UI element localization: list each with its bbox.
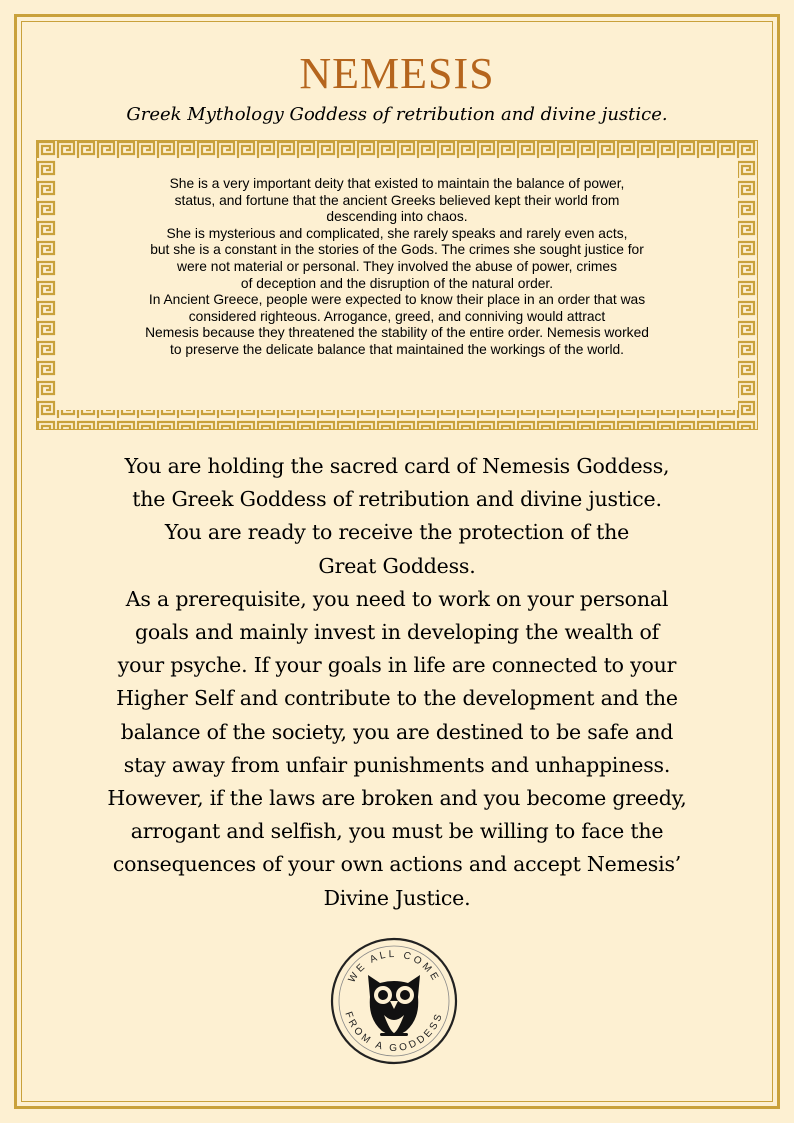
message-line: your psyche. If your goals in life are connected to your	[117, 653, 677, 678]
info-line: to preserve the delicate balance that maintained the workings of the world.	[169, 341, 625, 357]
message-line: the Greek Goddess of retribution and divine justice.	[132, 487, 662, 512]
goddess-logo	[328, 935, 460, 1067]
message-line: You are ready to receive the protection of the	[164, 520, 630, 545]
page-subtitle: Greek Mythology Goddess of retribution and divine justice.	[126, 104, 668, 125]
info-text-block	[72, 176, 722, 359]
info-line: status, and fortune that the ancient Greeks believed kept their world from	[174, 192, 620, 208]
info-line: but she is a constant in the stories of the Gods. The crimes she sought justice for	[150, 242, 644, 258]
info-line: Nemesis because they threatened the stability of the entire order. Nemesis worked	[145, 325, 649, 341]
info-line: In Ancient Greece, people were expected to know their place in an order that was	[148, 292, 646, 308]
info-line: descending into chaos.	[326, 209, 468, 225]
owl-icon	[368, 975, 420, 1036]
info-line: of deception and the disruption of the natural order.	[240, 275, 554, 291]
message-line: arrogant and selfish, you must be willing to face the	[130, 819, 664, 844]
message-line: consequences of your own actions and accept Nemesis’	[112, 852, 682, 877]
message-line: balance of the society, you are destined to be safe and	[120, 719, 674, 744]
message-line: Divine Justice.	[323, 885, 471, 910]
message-line: Higher Self and contribute to the development and the	[116, 686, 678, 711]
page-title: NEMESIS	[299, 49, 495, 98]
info-line: She is mysterious and complicated, she rarely speaks and rarely even acts,	[166, 225, 628, 241]
message-line: Great Goddess.	[318, 553, 476, 578]
info-line: She is a very important deity that existed to maintain the balance of power,	[169, 176, 625, 191]
info-line: considered righteous. Arrogance, greed, and conniving would attract	[188, 308, 606, 324]
message-line: You are holding the sacred card of Nemesis Goddess,	[124, 454, 670, 478]
message-line: goals and mainly invest in developing the wealth of	[134, 620, 660, 645]
message-line: As a prerequisite, you need to work on your personal	[125, 586, 669, 611]
logo-top-text: WE ALL COME	[346, 948, 442, 985]
info-line: were not material or personal. They involved the abuse of power, crimes	[177, 258, 617, 274]
message-line: However, if the laws are broken and you become greedy,	[107, 786, 687, 811]
card-message	[30, 450, 764, 915]
message-line: stay away from unfair punishments and unhappiness.	[123, 752, 671, 777]
logo-bottom-text: FROM A GODDESS	[342, 1010, 446, 1055]
